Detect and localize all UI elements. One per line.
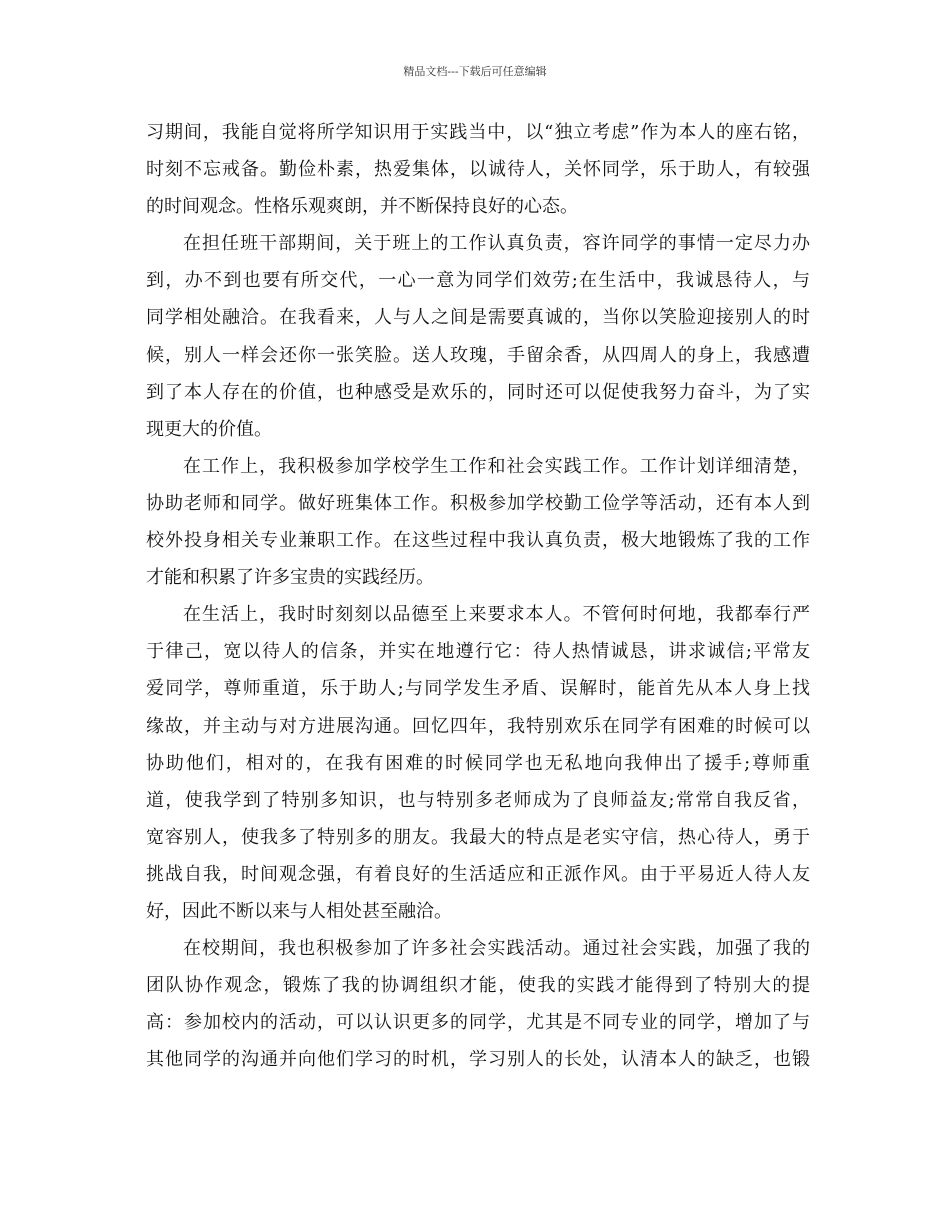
text-line: 在担任班干部期间，关于班上的工作认真负责，容许同学的事情一定尽力办 [183,233,810,255]
text-line: 宽容别人，使我多了特别多的朋友。我最大的特点是老实守信，热心待人，勇于 [146,826,810,848]
text-line: 爱同学，尊师重道，乐于助人;与同学发生矛盾、误解时，能首先从本人身上找 [146,678,810,700]
text-line: 到了本人存在的价值，也种感受是欢乐的，同时还可以促使我努力奋斗，为了实 [146,381,810,403]
text-line: 的时间观念。性格乐观爽朗，并不断保持良好的心态。 [146,196,578,218]
text-line: 在校期间，我也积极参加了许多社会实践活动。通过社会实践，加强了我的 [183,938,810,960]
text-line: 校外投身相关专业兼职工作。在这些过程中我认真负责，极大地锻炼了我的工作 [146,530,810,552]
text-line: 在生活上，我时时刻刻以品德至上来要求本人。不管何时何地，我都奉行严 [183,604,810,626]
text-line: 道，使我学到了特别多知识，也与特别多老师成为了良师益友;常常自我反省， [146,789,810,811]
text-line: 协助他们，相对的，在我有困难的时候同学也无私地向我伸出了援手;尊师重 [146,752,810,774]
text-line: 候，别人一样会还你一张笑脸。送人玫瑰，手留余香，从四周人的身上，我感遭 [146,344,810,366]
text-line: 时刻不忘戒备。勤俭朴素，热爱集体，以诚待人，关怀同学，乐于助人，有较强 [146,159,810,181]
text-line: 协助老师和同学。做好班集体工作。积极参加学校勤工俭学等活动，还有本人到 [146,492,810,514]
text-line: 挑战自我，时间观念强，有着良好的生活适应和正派作风。由于平易近人待人友 [146,863,810,885]
text-line: 习期间，我能自觉将所学知识用于实践当中，以“独立考虑”作为本人的座右铭， [146,122,810,143]
text-line: 到，办不到也要有所交代，一心一意为同学们效劳;在生活中，我诚恳待人，与 [146,270,810,292]
text-line: 高：参加校内的活动，可以认识更多的同学，尤其是不同专业的同学，增加了与 [146,1012,810,1034]
text-line: 好，因此不断以来与人相处甚至融洽。 [146,900,452,922]
text-line: 现更大的价值。 [146,418,272,440]
text-line: 在工作上，我积极参加学校学生工作和社会实践工作。工作计划详细清楚， [183,455,810,477]
text-line: 其他同学的沟通并向他们学习的时机，学习别人的长处，认清本人的缺乏，也锻 [146,1049,810,1071]
text-line: 同学相处融洽。在我看来，人与人之间是需要真诚的，当你以笑脸迎接别人的时 [146,307,810,329]
text-line: 才能和积累了许多宝贵的实践经历。 [146,567,434,589]
text-line: 缘故，并主动与对方进展沟通。回忆四年，我特别欢乐在同学有困难的时候可以 [146,715,810,737]
text-line: 于律己，宽以待人的信条，并实在地遵行它：待人热情诚恳，讲求诚信;平常友 [146,641,810,663]
document-body [146,114,810,1078]
text-line: 团队协作观念，锻炼了我的协调组织才能，使我的实践才能得到了特别大的提 [146,975,810,997]
page-header: 精品文档---下载后可任意编辑 [403,65,547,78]
